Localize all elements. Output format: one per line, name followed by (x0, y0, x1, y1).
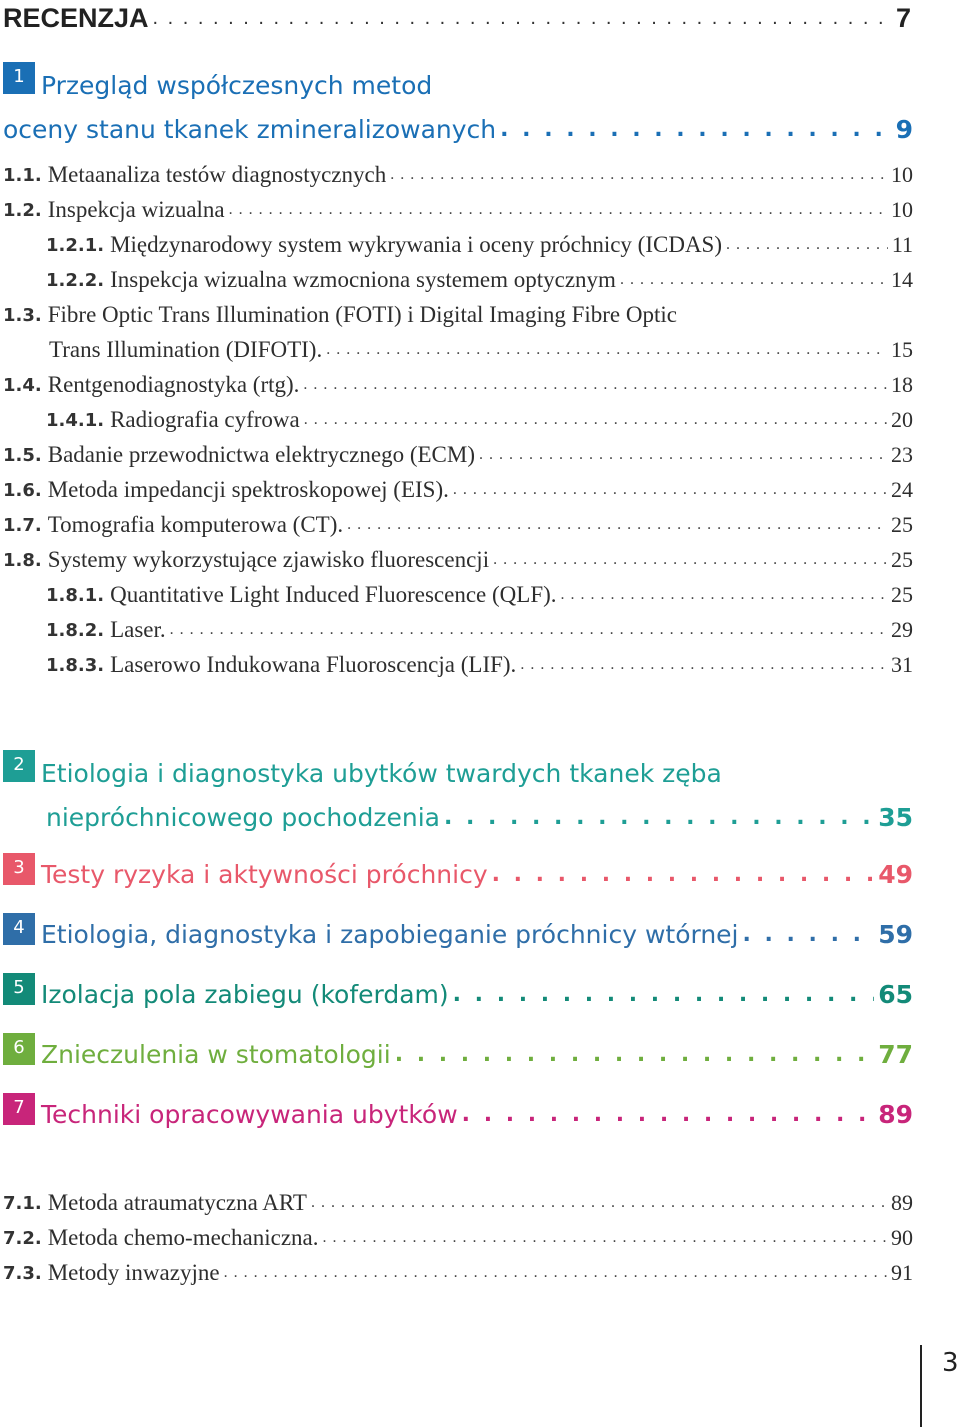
toc-entry-1-2-1[interactable] (46, 228, 913, 258)
entry-number: 1.8.1. (46, 585, 105, 606)
chapter-6-title: Znieczulenia w stomatologii (41, 1040, 391, 1069)
chapter-number-badge: 3 (3, 853, 35, 885)
chapter-2-title-line1: Etiologia i diagnostyka ubytków twardych tkanek zęba (41, 759, 722, 788)
entry-page: 25 (891, 582, 913, 607)
chapter-3-page: 49 (878, 860, 913, 889)
chapter-5-title: Izolacja pola zabiegu (koferdam) (41, 980, 449, 1009)
dot-leader (561, 586, 887, 604)
chapter-7-title: Techniki opracowywania ubytków (41, 1100, 458, 1129)
entry-number: 1.1. (3, 165, 42, 186)
entry-page: 29 (891, 617, 913, 642)
toc-entry-1-8-3[interactable] (46, 648, 913, 678)
entry-page: 10 (891, 162, 913, 187)
chapter-7-heading[interactable] (3, 1093, 913, 1129)
dot-leader (520, 656, 887, 674)
dot-leader (153, 7, 892, 30)
dot-leader (303, 376, 887, 394)
entry-page: 20 (891, 407, 913, 432)
dot-leader (170, 621, 887, 639)
entry-page: 23 (891, 442, 913, 467)
chapter-1-title-line1: Przegląd współczesnych metod (41, 71, 433, 100)
recenzja-page: 7 (895, 3, 911, 33)
chapter-2-title-line2: niepróchnicowego pochodzenia (46, 803, 440, 832)
entry-page: 15 (891, 337, 913, 362)
toc-entry-1-6[interactable] (3, 473, 913, 503)
entry-page: 18 (891, 372, 913, 397)
entry-title: Tomografia komputerowa (CT). (47, 512, 344, 537)
toc-entry-7-1[interactable] (3, 1186, 913, 1216)
dot-leader (743, 922, 875, 947)
entry-number: 1.2.2. (46, 270, 105, 291)
dot-leader (493, 551, 887, 569)
entry-title: Laserowo Indukowana Fluoroscencja (LIF). (110, 652, 517, 677)
entry-page: 31 (891, 652, 913, 677)
toc-entry-1-3[interactable] (3, 298, 913, 328)
chapter-number-badge: 7 (3, 1093, 35, 1125)
toc-entry-1-8[interactable] (3, 543, 913, 573)
recenzja-title: RECENZJA (3, 3, 149, 33)
chapter-number-badge: 4 (3, 913, 35, 945)
chapter-number-badge: 1 (3, 62, 35, 94)
entry-number: 1.8.3. (46, 655, 105, 676)
chapter-2-page: 35 (878, 803, 913, 832)
dot-leader (726, 236, 888, 254)
entry-page: 14 (891, 267, 913, 292)
entry-page: 25 (891, 512, 913, 537)
dot-leader (492, 862, 875, 887)
entry-title: Metoda impedancji spektroskopowej (EIS). (47, 477, 449, 502)
toc-entry-1-4[interactable] (3, 368, 913, 398)
entry-page: 25 (891, 547, 913, 572)
entry-title: Metody inwazyjne (47, 1260, 220, 1285)
chapter-1-page: 9 (895, 115, 913, 144)
chapter-4-heading[interactable] (3, 913, 913, 949)
dot-leader (229, 201, 887, 219)
dot-leader (311, 1194, 887, 1212)
chapter-5-page: 65 (878, 980, 913, 1009)
chapter-number-badge: 2 (3, 750, 35, 782)
page-number: 3 (942, 1348, 959, 1378)
entry-number: 7.1. (3, 1193, 42, 1214)
dot-leader (462, 1102, 875, 1127)
chapter-2-heading[interactable] (3, 750, 913, 832)
entry-title: Metoda atraumatyczna ART (47, 1190, 307, 1215)
entry-title: Inspekcja wizualna (47, 197, 225, 222)
entry-title: Systemy wykorzystujące zjawisko fluorescencji (47, 547, 490, 572)
entry-number: 1.5. (3, 445, 42, 466)
chapter-3-heading[interactable] (3, 853, 913, 889)
entry-title: Quantitative Light Induced Fluorescence (QLF). (110, 582, 557, 607)
toc-entry-7-3[interactable] (3, 1256, 913, 1286)
entry-page: 91 (891, 1260, 913, 1285)
entry-number: 1.8. (3, 550, 42, 571)
entry-title: Badanie przewodnictwa elektrycznego (ECM) (47, 442, 475, 467)
entry-number: 1.3. (3, 305, 42, 326)
entry-title: Międzynarodowy system wykrywania i oceny próchnicy (ICDAS) (110, 232, 723, 257)
entry-page: 24 (891, 477, 913, 502)
entry-number: 1.2. (3, 200, 42, 221)
entry-title: Fibre Optic Trans Illumination (FOTI) i Digital Imaging Fibre Optic (47, 302, 677, 327)
toc-entry-1-4-1[interactable] (46, 403, 913, 433)
dot-leader (444, 805, 874, 830)
chapter-4-title: Etiologia, diagnostyka i zapobieganie próchnicy wtórnej (41, 920, 739, 949)
dot-leader (224, 1264, 887, 1282)
toc-entry-1-1[interactable] (3, 158, 913, 188)
chapter-1-heading[interactable] (3, 62, 913, 144)
chapter-1-title-line2: oceny stanu tkanek zmineralizowanych (3, 115, 497, 144)
chapter-6-heading[interactable] (3, 1033, 913, 1069)
toc-entry-1-2-2[interactable] (46, 263, 913, 293)
chapter-number-badge: 6 (3, 1033, 35, 1065)
entry-page: 10 (891, 197, 913, 222)
toc-entry-1-5[interactable] (3, 438, 913, 468)
chapter-4-page: 59 (878, 920, 913, 949)
entry-number: 1.7. (3, 515, 42, 536)
toc-entry-1-8-1[interactable] (46, 578, 913, 608)
entry-title: Metoda chemo-mechaniczna. (47, 1225, 319, 1250)
toc-recenzja[interactable] (3, 0, 911, 34)
dot-leader (347, 516, 887, 534)
dot-leader (395, 1042, 875, 1067)
entry-page: 11 (891, 232, 913, 257)
dot-leader (620, 271, 887, 289)
toc-entry-7-2[interactable] (3, 1221, 913, 1251)
entry-number: 1.4. (3, 375, 42, 396)
toc-entry-1-8-2[interactable] (46, 613, 913, 643)
entry-page: 90 (891, 1225, 913, 1250)
dot-leader (479, 446, 887, 464)
entry-title: Laser. (110, 617, 166, 642)
chapter-number-badge: 5 (3, 973, 35, 1005)
dot-leader (323, 1229, 888, 1247)
dot-leader (500, 117, 891, 142)
entry-page: 89 (891, 1190, 913, 1215)
entry-number: 7.2. (3, 1228, 42, 1249)
entry-title: Metaanaliza testów diagnostycznych (47, 162, 387, 187)
dot-leader (453, 481, 887, 499)
toc-entry-1-3-continued[interactable] (49, 333, 913, 363)
chapter-3-title: Testy ryzyka i aktywności próchnicy (41, 860, 488, 889)
chapter-5-heading[interactable] (3, 973, 913, 1009)
chapter-7-page: 89 (878, 1100, 913, 1129)
chapter-6-page: 77 (878, 1040, 913, 1069)
entry-title: Inspekcja wizualna wzmocniona systemem optycznym (110, 267, 616, 292)
toc-entry-1-2[interactable] (3, 193, 913, 223)
entry-number: 1.6. (3, 480, 42, 501)
entry-number: 1.8.2. (46, 620, 105, 641)
dot-leader (453, 982, 875, 1007)
dot-leader (326, 341, 887, 359)
entry-title: Radiografia cyfrowa (110, 407, 300, 432)
entry-number: 1.2.1. (46, 235, 105, 256)
dot-leader (390, 166, 887, 184)
entry-title: Rentgenodiagnostyka (rtg). (47, 372, 300, 397)
dot-leader (304, 411, 887, 429)
entry-number: 7.3. (3, 1263, 42, 1284)
entry-number: 1.4.1. (46, 410, 105, 431)
toc-entry-1-7[interactable] (3, 508, 913, 538)
entry-title: Trans Illumination (DIFOTI). (49, 337, 323, 362)
